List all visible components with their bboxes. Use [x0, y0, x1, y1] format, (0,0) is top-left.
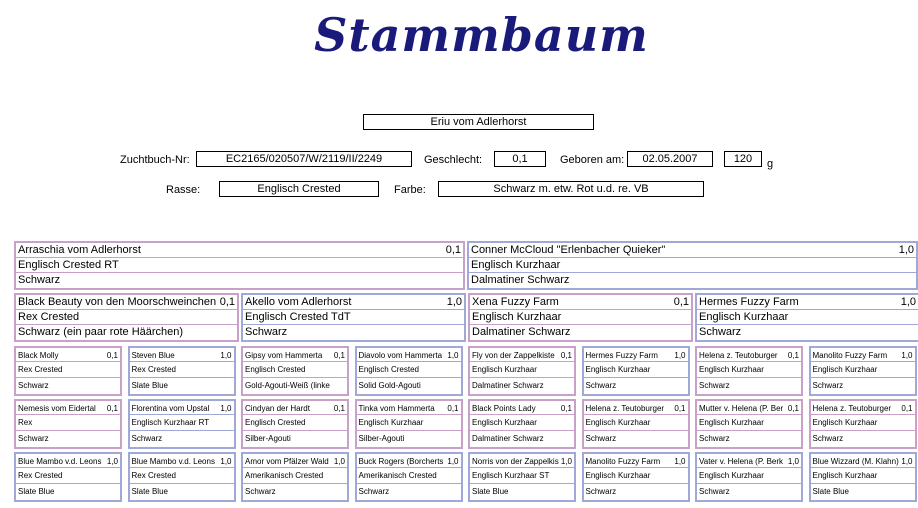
card-row	[470, 362, 574, 378]
animal-name: Norris von der Zappelkis	[472, 457, 559, 466]
card-row	[584, 431, 688, 447]
card-row	[243, 468, 347, 484]
animal-color: Slate Blue	[18, 487, 55, 496]
pedigree-card[interactable]	[14, 346, 122, 396]
card-row	[130, 362, 234, 378]
card-row	[697, 484, 801, 500]
card-row	[357, 484, 461, 500]
card-row	[470, 348, 574, 362]
animal-name: Helena z. Teutoburger	[699, 351, 778, 360]
card-row	[584, 415, 688, 431]
card-row	[697, 431, 801, 447]
animal-sex: 0,1	[106, 401, 118, 415]
card-row	[16, 431, 120, 447]
animal-sex: 0,1	[787, 348, 799, 362]
animal-breed: Englisch Kurzhaar	[585, 471, 651, 480]
animal-name: Cindyan der Hardt	[245, 404, 310, 413]
pedigree-card[interactable]	[14, 241, 465, 290]
animal-color: Schwarz (ein paar rote Häärchen)	[18, 326, 184, 338]
animal-sex: 1,0	[446, 348, 458, 362]
animal-name: Black Beauty von den Moorschweinchen	[18, 296, 217, 308]
animal-name: Tinka vom Hammerta	[358, 404, 435, 413]
animal-sex: 1,0	[219, 454, 231, 468]
card-row	[243, 454, 347, 468]
card-row	[697, 362, 801, 378]
pedigree-card[interactable]	[468, 452, 576, 502]
card-row	[16, 295, 237, 310]
animal-name: Gipsy vom Hammerta	[245, 351, 323, 360]
pedigree-card[interactable]	[14, 399, 122, 449]
card-row	[584, 454, 688, 468]
card-row	[243, 295, 464, 310]
card-row	[584, 362, 688, 378]
pedigree-card[interactable]	[14, 293, 239, 342]
animal-sex: 0,1	[787, 401, 799, 415]
animal-sex: 1,0	[900, 296, 916, 308]
animal-name: Manolito Fuzzy Farm	[585, 457, 661, 466]
animal-name: Mutter v. Helena (P. Ber	[699, 404, 784, 413]
card-row	[811, 348, 915, 362]
card-row	[811, 454, 915, 468]
card-row	[697, 348, 801, 362]
animal-breed: Englisch Kurzhaar	[585, 418, 651, 427]
card-row	[357, 415, 461, 431]
card-row	[697, 378, 801, 394]
animal-color: Slate Blue	[131, 381, 168, 390]
card-row	[697, 295, 918, 310]
animal-sex: 1,0	[900, 348, 912, 362]
card-row	[470, 484, 574, 500]
card-row	[16, 348, 120, 362]
animal-color: Slate Blue	[472, 487, 509, 496]
animal-breed: Englisch Kurzhaar	[358, 418, 424, 427]
animal-breed: Rex	[18, 418, 33, 427]
animal-breed: Englisch Kurzhaar ST	[472, 471, 550, 480]
card-row	[243, 431, 347, 447]
animal-breed: Englisch Kurzhaar	[585, 365, 651, 374]
card-row	[697, 325, 918, 340]
card-row	[811, 378, 915, 394]
pedigree-card[interactable]	[14, 452, 122, 502]
pedigree-card[interactable]	[128, 399, 236, 449]
pedigree-card[interactable]	[809, 346, 917, 396]
animal-sex: 0,1	[106, 348, 118, 362]
animal-name: Helena z. Teutoburger	[812, 404, 892, 413]
animal-color: Schwarz	[245, 487, 276, 496]
color-label: Farbe:	[394, 184, 426, 196]
pedigree-card[interactable]	[582, 452, 690, 502]
card-row	[16, 310, 237, 325]
color-field[interactable]: Schwarz m. etw. Rot u.d. re. VB	[438, 181, 704, 197]
animal-name: Helena z. Teutoburger	[585, 404, 665, 413]
card-row	[470, 310, 691, 325]
animal-sex: 1,0	[673, 348, 685, 362]
page-title: Stammbaum	[314, 8, 649, 62]
card-row	[584, 484, 688, 500]
animal-name: Blue Mambo v.d. Leons	[131, 457, 215, 466]
card-row	[16, 362, 120, 378]
card-row	[357, 348, 461, 362]
animal-breed: Rex Crested	[131, 365, 176, 374]
animal-sex: 0,1	[673, 401, 685, 415]
card-row	[16, 401, 120, 415]
card-row	[469, 243, 916, 258]
card-row	[243, 401, 347, 415]
pedigree-card[interactable]	[582, 346, 690, 396]
card-row	[469, 273, 916, 288]
pedigree-card[interactable]	[355, 452, 463, 502]
pedigree-card[interactable]	[695, 452, 803, 502]
animal-color: Schwarz	[699, 487, 730, 496]
pedigree-card[interactable]	[582, 399, 690, 449]
weight-field[interactable]: 120	[724, 151, 762, 167]
animal-name: Steven Blue	[131, 351, 175, 360]
animal-breed: Rex Crested	[18, 311, 80, 323]
card-row	[697, 454, 801, 468]
card-row	[16, 415, 120, 431]
card-row	[16, 273, 463, 288]
card-row	[243, 325, 464, 340]
card-row	[130, 431, 234, 447]
animal-color: Schwarz	[585, 434, 617, 443]
pedigree-card[interactable]	[355, 346, 463, 396]
animal-breed: Englisch Crested RT	[18, 259, 119, 271]
studbook-field[interactable]: EC2165/020507/W/2119/II/2249	[196, 151, 412, 167]
card-row	[811, 415, 915, 431]
card-row	[811, 484, 915, 500]
pedigree-card[interactable]	[468, 293, 693, 342]
animal-sex: 0,1	[673, 296, 689, 308]
card-row	[469, 258, 916, 273]
animal-sex: 0,1	[560, 401, 572, 415]
animal-name: Black Points Lady	[472, 404, 536, 413]
animal-color: Slate Blue	[131, 487, 168, 496]
card-row	[243, 415, 347, 431]
card-row	[357, 468, 461, 484]
animal-name: Hermes Fuzzy Farm	[585, 351, 658, 360]
animal-color: Silber-Agouti	[358, 434, 405, 443]
card-row	[357, 378, 461, 394]
animal-color: Gold-Agouti-Weiß (linke	[245, 381, 330, 390]
animal-sex: 0,1	[219, 296, 235, 308]
animal-breed: Englisch Kurzhaar	[812, 471, 878, 480]
animal-breed: Englisch Kurzhaar	[472, 311, 562, 323]
card-row	[697, 468, 801, 484]
animal-breed: Englisch Kurzhaar	[812, 418, 878, 427]
card-row	[470, 401, 574, 415]
animal-color: Schwarz	[812, 434, 844, 443]
card-row	[470, 378, 574, 394]
card-row	[584, 401, 688, 415]
card-row	[130, 454, 234, 468]
animal-sex: 0,1	[446, 401, 458, 415]
pedigree-card[interactable]	[128, 452, 236, 502]
animal-name: Arraschia vom Adlerhorst	[18, 244, 141, 256]
card-row	[16, 484, 120, 500]
pedigree-card[interactable]	[695, 346, 803, 396]
animal-color: Schwarz	[18, 274, 61, 286]
animal-color: Schwarz	[812, 381, 844, 390]
animal-sex: 1,0	[673, 454, 685, 468]
animal-name: Vater v. Helena (P. Berk	[699, 457, 784, 466]
animal-breed: Englisch Kurzhaar RT	[131, 418, 210, 427]
animal-color: Dalmatiner Schwarz	[471, 274, 570, 286]
card-row	[697, 401, 801, 415]
animal-name: Black Molly	[18, 351, 59, 360]
card-row	[130, 378, 234, 394]
animal-breed: Rex Crested	[18, 365, 63, 374]
card-row	[16, 378, 120, 394]
animal-breed: Rex Crested	[131, 471, 176, 480]
sex-label: Geschlecht:	[424, 154, 483, 166]
animal-name: Fly von der Zappelkiste	[472, 351, 555, 360]
animal-color: Schwarz	[18, 434, 49, 443]
card-row	[16, 243, 463, 258]
breed-field[interactable]: Englisch Crested	[219, 181, 379, 197]
card-row	[584, 378, 688, 394]
card-row	[243, 484, 347, 500]
pedigree-card[interactable]	[809, 399, 917, 449]
pedigree-card[interactable]	[241, 346, 349, 396]
animal-sex: 1,0	[333, 454, 345, 468]
animal-sex: 0,1	[560, 348, 572, 362]
animal-name: Xena Fuzzy Farm	[472, 296, 559, 308]
animal-sex: 1,0	[219, 348, 231, 362]
animal-sex: 0,1	[333, 348, 345, 362]
pedigree-card[interactable]	[695, 293, 918, 342]
animal-sex: 1,0	[787, 454, 799, 468]
animal-color: Solid Gold-Agouti	[358, 381, 421, 390]
animal-color: Dalmatiner Schwarz	[472, 326, 571, 338]
card-row	[697, 415, 801, 431]
animal-breed: Rex Crested	[18, 471, 63, 480]
card-row	[130, 401, 234, 415]
animal-breed: Amerikanisch Crested	[245, 471, 324, 480]
weight-unit: g	[767, 158, 774, 170]
card-row	[357, 401, 461, 415]
pedigree-card[interactable]	[128, 346, 236, 396]
card-row	[357, 454, 461, 468]
animal-color: Schwarz	[245, 326, 288, 338]
pedigree-card[interactable]	[695, 399, 803, 449]
card-row	[470, 468, 574, 484]
card-row	[16, 468, 120, 484]
animal-name: Hermes Fuzzy Farm	[699, 296, 799, 308]
card-row	[130, 348, 234, 362]
animal-sex: 1,0	[560, 454, 572, 468]
pedigree-card[interactable]	[241, 452, 349, 502]
animal-color: Slate Blue	[812, 487, 849, 496]
dog-name-field[interactable]: Eriu vom Adlerhorst	[363, 114, 594, 130]
animal-name: Amor vom Pfälzer Wald	[245, 457, 329, 466]
card-row	[697, 310, 918, 325]
animal-sex: 1,0	[898, 244, 914, 256]
card-row	[16, 258, 463, 273]
card-row	[357, 431, 461, 447]
animal-sex: 1,0	[446, 454, 458, 468]
card-row	[243, 362, 347, 378]
animal-name: Conner McCloud "Erlenbacher Quieker"	[471, 244, 666, 256]
animal-sex: 1,0	[106, 454, 118, 468]
sex-field[interactable]: 0,1	[494, 151, 546, 167]
animal-breed: Englisch Crested	[245, 365, 306, 374]
animal-name: Nemesis vom Eidertal	[18, 404, 96, 413]
card-row	[470, 325, 691, 340]
animal-name: Florentina vom Upstal	[131, 404, 210, 413]
animal-name: Diavolo vom Hammerta	[358, 351, 443, 360]
card-row	[243, 378, 347, 394]
card-row	[243, 310, 464, 325]
animal-color: Dalmatiner Schwarz	[472, 381, 544, 390]
animal-breed: Amerikanisch Crested	[358, 471, 437, 480]
animal-sex: 1,0	[446, 296, 462, 308]
animal-breed: Englisch Kurzhaar	[699, 418, 764, 427]
card-row	[811, 431, 915, 447]
card-row	[357, 362, 461, 378]
pedigree-card[interactable]	[467, 241, 918, 290]
card-row	[811, 468, 915, 484]
card-row	[130, 415, 234, 431]
animal-name: Buck Rogers (Borcherts	[358, 457, 444, 466]
card-row	[243, 348, 347, 362]
born-field[interactable]: 02.05.2007	[627, 151, 713, 167]
animal-color: Dalmatiner Schwarz	[472, 434, 544, 443]
pedigree-card[interactable]	[468, 399, 576, 449]
breed-label: Rasse:	[166, 184, 201, 196]
animal-sex: 1,0	[900, 454, 912, 468]
card-row	[130, 468, 234, 484]
card-row	[811, 362, 915, 378]
born-label: Geboren am:	[560, 154, 625, 166]
card-row	[470, 454, 574, 468]
card-row	[470, 415, 574, 431]
pedigree-card[interactable]	[241, 399, 349, 449]
animal-breed: Englisch Kurzhaar	[699, 471, 764, 480]
card-row	[16, 454, 120, 468]
studbook-label: Zuchtbuch-Nr:	[120, 154, 190, 166]
animal-breed: Englisch Crested	[245, 418, 306, 427]
pedigree-card[interactable]	[809, 452, 917, 502]
animal-color: Schwarz	[699, 434, 730, 443]
card-row	[16, 325, 237, 340]
animal-name: Blue Wizzard (M. Klahn)	[812, 457, 899, 466]
animal-color: Schwarz	[18, 381, 49, 390]
animal-color: Schwarz	[585, 381, 617, 390]
animal-color: Schwarz	[699, 381, 730, 390]
animal-sex: 0,1	[445, 244, 461, 256]
animal-breed: Englisch Kurzhaar	[471, 259, 561, 271]
card-row	[584, 348, 688, 362]
animal-sex: 0,1	[900, 401, 912, 415]
animal-sex: 1,0	[219, 401, 231, 415]
card-row	[470, 431, 574, 447]
card-row	[130, 484, 234, 500]
animal-breed: Englisch Kurzhaar	[472, 418, 537, 427]
animal-name: Blue Mambo v.d. Leons	[18, 457, 102, 466]
animal-sex: 0,1	[333, 401, 345, 415]
animal-color: Silber-Agouti	[245, 434, 291, 443]
pedigree-card[interactable]	[468, 346, 576, 396]
animal-breed: Englisch Kurzhaar	[472, 365, 537, 374]
card-row	[811, 401, 915, 415]
pedigree-card[interactable]	[355, 399, 463, 449]
card-row	[584, 468, 688, 484]
animal-breed: Englisch Kurzhaar	[699, 365, 764, 374]
animal-color: Schwarz	[358, 487, 390, 496]
animal-color: Schwarz	[131, 434, 163, 443]
animal-breed: Englisch Kurzhaar	[699, 311, 789, 323]
animal-breed: Englisch Kurzhaar	[812, 365, 878, 374]
animal-name: Akello vom Adlerhorst	[245, 296, 352, 308]
animal-breed: Englisch Crested TdT	[245, 311, 351, 323]
card-row	[470, 295, 691, 310]
pedigree-card[interactable]	[241, 293, 466, 342]
animal-name: Manolito Fuzzy Farm	[812, 351, 888, 360]
animal-color: Schwarz	[699, 326, 742, 338]
animal-breed: Englisch Crested	[358, 365, 419, 374]
animal-color: Schwarz	[585, 487, 617, 496]
